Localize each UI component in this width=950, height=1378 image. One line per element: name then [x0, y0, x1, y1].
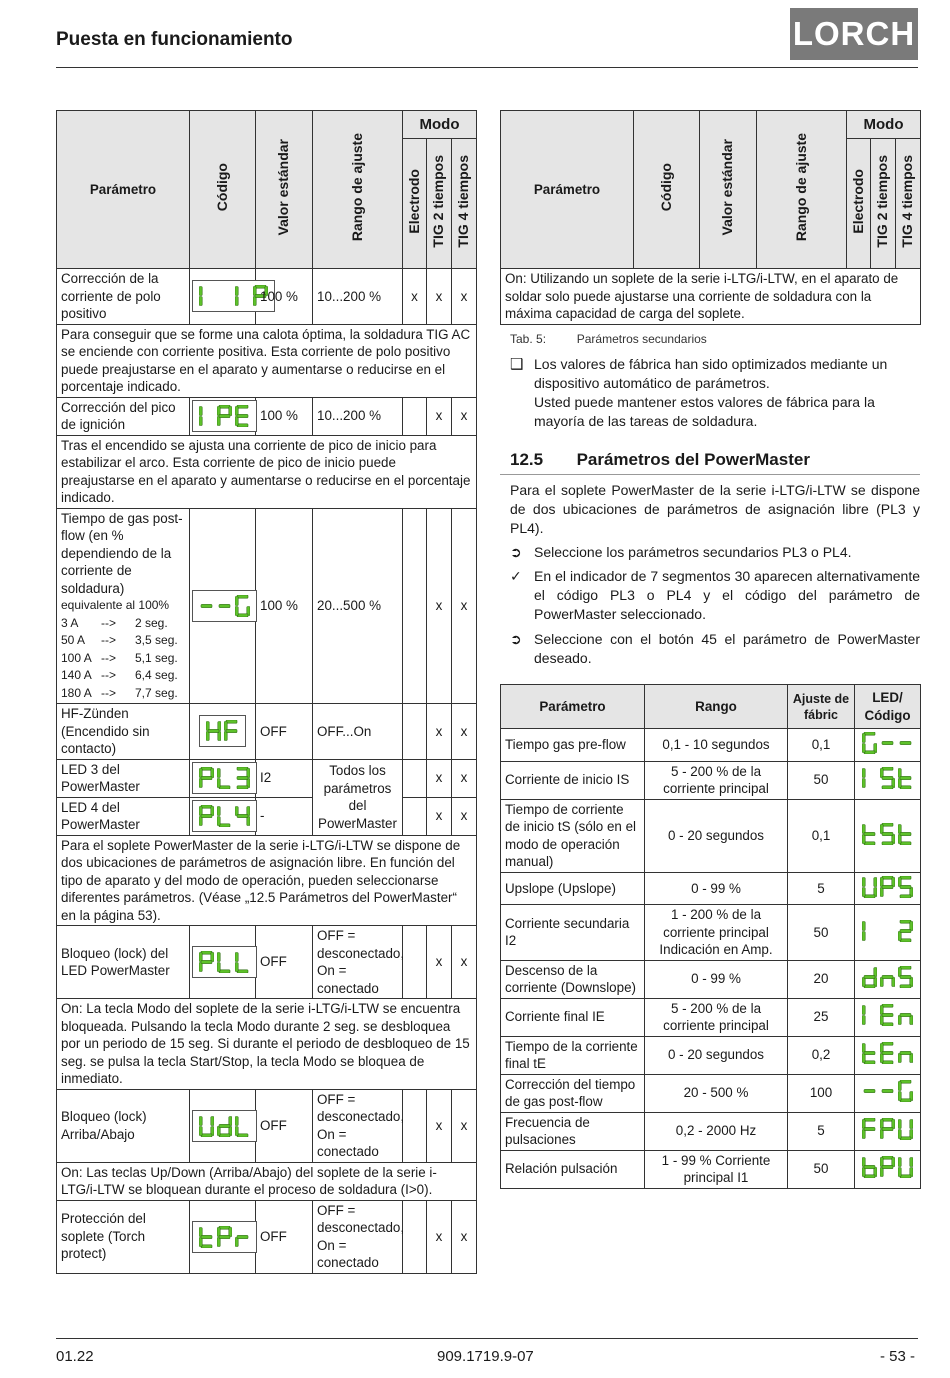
col-valor: Valor estándar — [719, 139, 736, 236]
default-value: OFF — [256, 1200, 313, 1273]
seven-segment-code-display — [862, 822, 913, 846]
seven-segment-code-display — [862, 1155, 913, 1179]
note-row — [57, 835, 477, 926]
parameter-description: Tras el encendido se ajusta una corriente de pico de inicio para estabilizar el arco. Esta corriente de pico de inicio puede preajustarse en el aparato y aumentarse o reducirse en el porcentaje indicado. — [57, 435, 477, 508]
adjust-range: OFF...On — [313, 704, 403, 760]
mode-tig4: x — [452, 269, 477, 325]
default-value: OFF — [256, 926, 313, 999]
col-tig2: TIG 2 tiempos — [430, 154, 447, 248]
page-title: Puesta en funcionamiento — [56, 29, 293, 50]
col-valor: Valor estándar — [275, 139, 292, 236]
pm-code — [855, 998, 921, 1036]
pm-factory-value: 20 — [788, 960, 855, 998]
parameter-code — [190, 1200, 256, 1273]
seven-segment-code-display — [862, 1079, 913, 1103]
mode-electrodo — [403, 397, 427, 435]
section-heading: 12.5 Parámetros del PowerMaster — [510, 450, 810, 469]
mode-tig2: x — [427, 1089, 452, 1162]
default-value: 100 % — [256, 397, 313, 435]
factory-note: ❑ Los valores de fábrica han sido optimizados mediante un dispositivo automático de parámetros. Usted puede mantener estos valores de fábrica para la mayoría de las tareas de soldadura. — [510, 356, 888, 429]
col-modo: Modo — [847, 111, 921, 139]
pm-factory-value: 0,2 — [788, 1036, 855, 1074]
pm-code — [855, 799, 921, 872]
col-modo: Modo — [403, 111, 477, 139]
seven-segment-code-display — [862, 875, 913, 899]
pm-parameter-name: Corriente de inicio IS — [501, 761, 645, 799]
note-row — [57, 435, 477, 508]
powermaster-row — [501, 905, 921, 961]
mode-electrodo — [403, 926, 427, 999]
pm-code — [855, 872, 921, 905]
parameter-row — [57, 704, 477, 760]
powermaster-row — [501, 960, 921, 998]
parameter-name: HF-Zünden (Encendido sin contacto) — [57, 704, 190, 760]
seven-segment-code-display — [862, 919, 913, 943]
adjust-range: Todos los parámetros del PowerMaster — [313, 759, 403, 835]
col-electrodo: Electrodo — [849, 168, 866, 234]
table-caption: Tab. 5: Parámetros secundarios — [510, 332, 707, 346]
parameter-code — [190, 1089, 256, 1162]
note-row — [57, 324, 477, 397]
pm-factory-value: 0,1 — [788, 799, 855, 872]
seven-segment-code-display — [862, 965, 913, 989]
seven-segment-code-display — [192, 946, 257, 978]
mode-tig2: x — [427, 1200, 452, 1273]
adjust-range: OFF = desconectado, On = conectado — [313, 926, 403, 999]
mode-tig4: x — [452, 797, 477, 835]
parameter-name: LED 4 del PowerMaster — [57, 797, 190, 835]
pm-range: 20 - 500 % — [645, 1074, 788, 1112]
parameter-code — [190, 508, 256, 704]
col-rango: Rango de ajuste — [792, 133, 809, 242]
default-value: OFF — [256, 1089, 313, 1162]
parameter-name: Protección del soplete (Torch protect) — [57, 1200, 190, 1273]
col-parametro: Parámetro — [57, 111, 190, 269]
secondary-parameters-table-continued — [500, 110, 921, 325]
pm-range: 0 - 20 segundos — [645, 799, 788, 872]
pm-code — [855, 729, 921, 762]
parameter-name: Bloqueo (lock) Arriba/Abajo — [57, 1089, 190, 1162]
col-tig2: TIG 2 tiempos — [874, 154, 891, 248]
parameter-description: On: La tecla Modo del soplete de la serie i-LTG/i-LTW se encuentra bloqueada. Pulsando la tecla Modo durante 2 seg. se desbloquea por un periodo de 15 seg. Si durante el periodo de desbloqueo de 15 seg. se pulsa la tecla Start/Stop, la tecla Modo se bloquea de inmediato. — [57, 999, 477, 1090]
seven-segment-code-display — [192, 590, 257, 622]
mode-tig4: x — [452, 759, 477, 797]
parameter-row — [57, 759, 477, 797]
col-tig4: TIG 4 tiempos — [455, 154, 472, 248]
pm-range: 0,1 - 10 segundos — [645, 729, 788, 762]
pm-range: 5 - 200 % de la corriente principal — [645, 998, 788, 1036]
pm-parameter-name: Tiempo gas pre-flow — [501, 729, 645, 762]
pm-col-parametro: Parámetro — [501, 685, 645, 729]
pm-parameter-name: Tiempo de corriente de inicio tS (sólo en el modo de operación manual) — [501, 799, 645, 872]
pm-range: 5 - 200 % de la corriente principal — [645, 761, 788, 799]
parameter-name: Bloqueo (lock) del LED PowerMaster — [57, 926, 190, 999]
pm-parameter-name: Frecuencia de pulsaciones — [501, 1112, 645, 1150]
seven-segment-code-display — [192, 762, 257, 794]
mode-electrodo — [403, 1200, 427, 1273]
parameter-name: Corrección del pico de ignición — [57, 397, 190, 435]
gas-time-equivalence: 180 A --> 7,7 seg. — [61, 685, 178, 700]
pm-factory-value: 5 — [788, 1112, 855, 1150]
pm-parameter-name: Upslope (Upslope) — [501, 872, 645, 905]
pm-factory-value: 0,1 — [788, 729, 855, 762]
gas-time-equivalence: 3 A --> 2 seg. — [61, 615, 168, 630]
powermaster-row — [501, 872, 921, 905]
pm-factory-value: 50 — [788, 761, 855, 799]
pm-range: 1 - 99 % Corriente principal I1 — [645, 1150, 788, 1188]
col-codigo: Código — [657, 163, 674, 212]
section-intro: Para el soplete PowerMaster de la serie i-LTG/i-LTW se dispone de dos ubicaciones de parámetros de asignación libre (PL3 y PL4). — [510, 482, 920, 536]
pm-parameter-name: Tiempo de la corriente final tE — [501, 1036, 645, 1074]
pm-code — [855, 1036, 921, 1074]
mode-electrodo — [403, 1089, 427, 1162]
pm-range: 0,2 - 2000 Hz — [645, 1112, 788, 1150]
pm-factory-value: 25 — [788, 998, 855, 1036]
note-row — [57, 1162, 477, 1200]
parameter-name: Tiempo de gas post-flow (en % dependiendo de la corriente de soldadura) equivalente al 100% 3 A --> 2 seg. 50 A --> 3,5 seg. 100 A --> 5,1 seg. 140 A --> 6,4 seg. 180 A --> 7,7 seg. — [57, 508, 190, 704]
gas-time-equivalence: 140 A --> 6,4 seg. — [61, 668, 178, 682]
parameter-row — [57, 1200, 477, 1273]
gas-time-equivalence: 100 A --> 5,1 seg. — [61, 650, 178, 665]
pm-factory-value: 50 — [788, 905, 855, 961]
pm-parameter-name: Descenso de la corriente (Downslope) — [501, 960, 645, 998]
default-value: - — [256, 797, 313, 835]
seven-segment-code-display — [192, 800, 257, 832]
parameter-code — [190, 704, 256, 760]
seven-segment-code-display — [862, 1117, 913, 1141]
secondary-parameters-table — [56, 110, 477, 1274]
mode-tig2: x — [427, 797, 452, 835]
check-icon: ✓ — [510, 568, 522, 584]
mode-electrodo: x — [403, 269, 427, 325]
powermaster-row — [501, 1074, 921, 1112]
pm-code — [855, 905, 921, 961]
mode-electrodo — [403, 704, 427, 760]
parameter-description: Para conseguir que se forme una calota óptima, la soldadura TIG AC se enciende con corriente positiva. Esta corriente de polo positivo puede preajustarse en el aparato y aumentarse o reducirse en el porcentaje indicado. — [57, 324, 477, 397]
parameter-row — [57, 397, 477, 435]
col-rango: Rango de ajuste — [348, 133, 365, 242]
mode-electrodo — [403, 797, 427, 835]
note-row — [57, 999, 477, 1090]
parameter-code — [190, 797, 256, 835]
powermaster-row — [501, 1112, 921, 1150]
default-value: OFF — [256, 704, 313, 760]
powermaster-parameters-table — [500, 684, 921, 1189]
pm-factory-value: 5 — [788, 872, 855, 905]
mode-tig4: x — [452, 508, 477, 704]
powermaster-row — [501, 998, 921, 1036]
parameter-row — [57, 1089, 477, 1162]
parameter-description: Para el soplete PowerMaster de la serie i-LTG/i-LTW se dispone de dos ubicaciones de parámetros de asignación libre. En función del tipo de aparato y del modo de operación, pueden seleccionarse diferentes parámetros. (Véase „12.5 Parámetros del PowerMaster“ en la página 53). — [57, 835, 477, 926]
parameter-row — [57, 508, 477, 704]
mode-tig4: x — [452, 1200, 477, 1273]
seven-segment-code-display — [862, 766, 913, 790]
pm-col-ajuste: Ajuste de fábric — [788, 685, 855, 729]
col-codigo: Código — [213, 163, 230, 212]
seven-segment-code-display — [862, 1003, 913, 1027]
mode-tig2: x — [427, 269, 452, 325]
footer-page-number: - 53 - — [880, 1348, 916, 1365]
footer-date: 01.22 — [56, 1348, 94, 1365]
parameter-name: LED 3 del PowerMaster — [57, 759, 190, 797]
arrow-icon: ➲ — [510, 544, 522, 560]
pm-code — [855, 1112, 921, 1150]
parameter-name: Corrección de la corriente de polo positivo — [57, 269, 190, 325]
powermaster-row — [501, 729, 921, 762]
pm-parameter-name: Corriente secundaria I2 — [501, 905, 645, 961]
pm-col-led: LED/ Código — [855, 685, 921, 729]
parameter-code — [190, 397, 256, 435]
adjust-range: OFF = desconectado, On = conectado — [313, 1089, 403, 1162]
default-value: 100 % — [256, 508, 313, 704]
adjust-range: OFF = desconectado, On = conectado — [313, 1200, 403, 1273]
pm-parameter-name: Corriente final IE — [501, 998, 645, 1036]
pm-factory-value: 50 — [788, 1150, 855, 1188]
adjust-range: 10...200 % — [313, 269, 403, 325]
pm-code — [855, 1150, 921, 1188]
mode-tig2: x — [427, 397, 452, 435]
footer-rule — [56, 1338, 918, 1339]
mode-tig4: x — [452, 926, 477, 999]
mode-tig4: x — [452, 397, 477, 435]
parameter-code — [190, 926, 256, 999]
parameter-row — [57, 797, 477, 835]
pm-range: 0 - 20 segundos — [645, 1036, 788, 1074]
pm-code — [855, 761, 921, 799]
parameter-row — [57, 269, 477, 325]
powermaster-row — [501, 761, 921, 799]
col-parametro: Parámetro — [501, 111, 634, 269]
mode-electrodo — [403, 759, 427, 797]
pm-code — [855, 960, 921, 998]
checkbox-icon: ❑ — [510, 356, 524, 373]
default-value: I2 — [256, 759, 313, 797]
mode-tig2: x — [427, 926, 452, 999]
mode-tig2: x — [427, 759, 452, 797]
pm-range: 1 - 200 % de la corriente principal Indicación en Amp. — [645, 905, 788, 961]
mode-tig2: x — [427, 508, 452, 704]
header-rule — [56, 67, 918, 68]
col-tig4: TIG 4 tiempos — [899, 154, 916, 248]
default-value: 100 % — [256, 269, 313, 325]
pm-code — [855, 1074, 921, 1112]
pm-range: 0 - 99 % — [645, 960, 788, 998]
adjust-range: 10...200 % — [313, 397, 403, 435]
torch-protect-note: On: Utilizando un soplete de la serie i-LTG/i-LTW, en el aparato de soldar solo puede ajustarse una corriente de soldadura con la máxima capacidad de carga del soplete. — [501, 269, 921, 325]
pm-parameter-name: Relación pulsación — [501, 1150, 645, 1188]
col-electrodo: Electrodo — [405, 168, 422, 234]
seven-segment-code-display — [862, 1041, 913, 1065]
mode-tig4: x — [452, 704, 477, 760]
powermaster-row — [501, 1036, 921, 1074]
pm-range: 0 - 99 % — [645, 872, 788, 905]
pm-factory-value: 100 — [788, 1074, 855, 1112]
powermaster-row — [501, 799, 921, 872]
seven-segment-code-display — [199, 715, 246, 747]
powermaster-row — [501, 1150, 921, 1188]
seven-segment-code-display — [192, 1110, 257, 1142]
lorch-logo: LORCH — [790, 8, 918, 60]
section-rule — [500, 474, 920, 475]
gas-time-equivalence: 50 A --> 3,5 seg. — [61, 633, 178, 647]
parameter-code — [190, 269, 256, 325]
pm-parameter-name: Corrección del tiempo de gas post-flow — [501, 1074, 645, 1112]
parameter-description: On: Las teclas Up/Down (Arriba/Abajo) del soplete de la serie i-LTG/i-LTW se bloquean durante el proceso de soldadura (I>0). — [57, 1162, 477, 1200]
parameter-row — [57, 926, 477, 999]
seven-segment-code-display — [192, 400, 257, 432]
pm-col-rango: Rango — [645, 685, 788, 729]
seven-segment-code-display — [192, 1221, 257, 1253]
arrow-icon: ➲ — [510, 631, 522, 647]
adjust-range: 20...500 % — [313, 508, 403, 704]
parameter-code — [190, 759, 256, 797]
mode-electrodo — [403, 508, 427, 704]
seven-segment-code-display — [862, 731, 913, 755]
footer-doc-number: 909.1719.9-07 — [437, 1348, 534, 1365]
mode-tig2: x — [427, 704, 452, 760]
mode-tig4: x — [452, 1089, 477, 1162]
